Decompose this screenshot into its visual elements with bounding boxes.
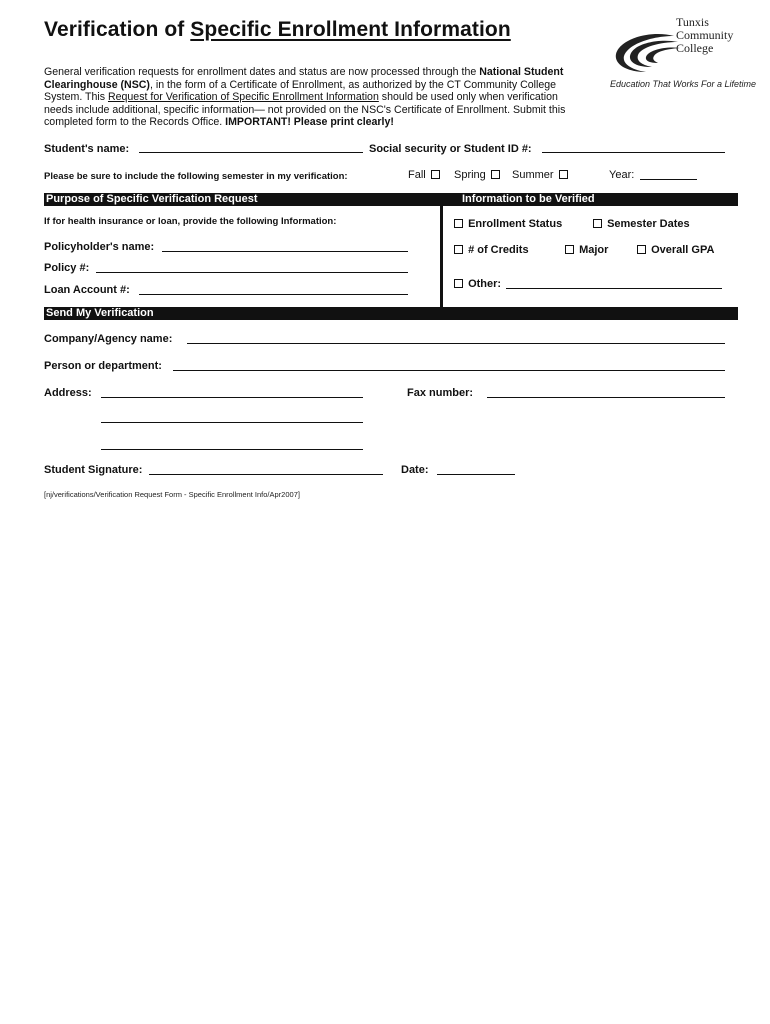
company-field[interactable]: [187, 343, 725, 344]
send-section-header: Send My Verification: [44, 307, 738, 320]
spring-checkbox[interactable]: [491, 170, 500, 179]
address-label: Address:: [44, 387, 92, 399]
credits-checkbox[interactable]: [454, 245, 463, 254]
spring-option[interactable]: Spring: [454, 169, 502, 181]
gpa-option[interactable]: Overall GPA: [635, 244, 714, 256]
major-checkbox[interactable]: [565, 245, 574, 254]
policy-number-field[interactable]: [96, 272, 408, 273]
semester-dates-checkbox[interactable]: [593, 219, 602, 228]
policy-number-label: Policy #:: [44, 262, 90, 274]
swoosh-logo-icon: [612, 32, 682, 76]
purpose-note: If for health insurance or loan, provide the following Information:: [44, 216, 337, 227]
date-field[interactable]: [437, 474, 515, 475]
other-checkbox[interactable]: [454, 279, 463, 288]
summer-checkbox[interactable]: [559, 170, 568, 179]
person-label: Person or department:: [44, 360, 162, 372]
logo-tagline: Education That Works For a Lifetime: [610, 79, 757, 89]
logo-line-2: Community: [676, 28, 734, 42]
year-field[interactable]: [640, 179, 697, 180]
year-label: Year:: [609, 169, 635, 181]
enrollment-status-checkbox[interactable]: [454, 219, 463, 228]
summer-option[interactable]: Summer: [512, 169, 570, 181]
semester-prompt: Please be sure to include the following semester in my verification:: [44, 171, 348, 182]
address-field-3[interactable]: [101, 449, 363, 450]
policyholder-field[interactable]: [162, 251, 408, 252]
fax-label: Fax number:: [407, 387, 474, 399]
loan-account-field[interactable]: [139, 294, 408, 295]
form-reference: [nj/verifications/Verification Request Form - Specific Enrollment Info/Apr2007]: [44, 490, 300, 499]
date-label: Date:: [401, 464, 429, 476]
loan-account-label: Loan Account #:: [44, 284, 130, 296]
semester-dates-option[interactable]: Semester Dates: [591, 218, 690, 230]
person-field[interactable]: [173, 370, 725, 371]
page-title: [44, 18, 511, 42]
fax-field[interactable]: [487, 397, 725, 398]
major-option[interactable]: Major: [563, 244, 608, 256]
purpose-section-header: Purpose of Specific Verification Request Information to be Verified: [44, 193, 738, 206]
gpa-checkbox[interactable]: [637, 245, 646, 254]
student-name-field[interactable]: [139, 152, 363, 153]
credits-option[interactable]: # of Credits: [452, 244, 529, 256]
signature-label: Student Signature:: [44, 464, 143, 476]
fall-option[interactable]: Fall: [408, 169, 442, 181]
address-field-2[interactable]: [101, 422, 363, 423]
signature-field[interactable]: [149, 474, 383, 475]
logo-line-1: Tunxis: [676, 15, 709, 29]
title-prefix: Verification of: [44, 18, 191, 41]
company-label: Company/Agency name:: [44, 333, 173, 345]
fall-checkbox[interactable]: [431, 170, 440, 179]
title-underlined: Specific Enrollment Information: [190, 18, 511, 41]
student-id-field[interactable]: [542, 152, 725, 153]
enrollment-status-option[interactable]: Enrollment Status: [452, 218, 562, 230]
college-logo: [612, 14, 742, 78]
other-option[interactable]: Other:: [452, 278, 501, 290]
logo-line-3: College: [676, 41, 714, 55]
address-field-1[interactable]: [101, 397, 363, 398]
section-divider: [440, 193, 443, 307]
student-name-label: Student's name:: [44, 143, 130, 155]
student-id-label: Social security or Student ID #:: [369, 143, 532, 155]
other-field[interactable]: [506, 288, 722, 289]
policyholder-label: Policyholder's name:: [44, 241, 155, 253]
intro-paragraph: General verification requests for enrollment dates and status are now processed through the National Student Clearinghouse (NSC), in the form of a Certificate of Enrollment, as authorized by the CT Community College System. This Request for Verification of Specific Enrollment Information should be used only when verification needs include additional, specific information— not provided on the NSC's Certificate of Enrollment. Submit this completed form to the Records Office. IMPORTANT! Please print clearly!: [44, 66, 566, 129]
info-section-header: Information to be Verified: [462, 193, 595, 205]
